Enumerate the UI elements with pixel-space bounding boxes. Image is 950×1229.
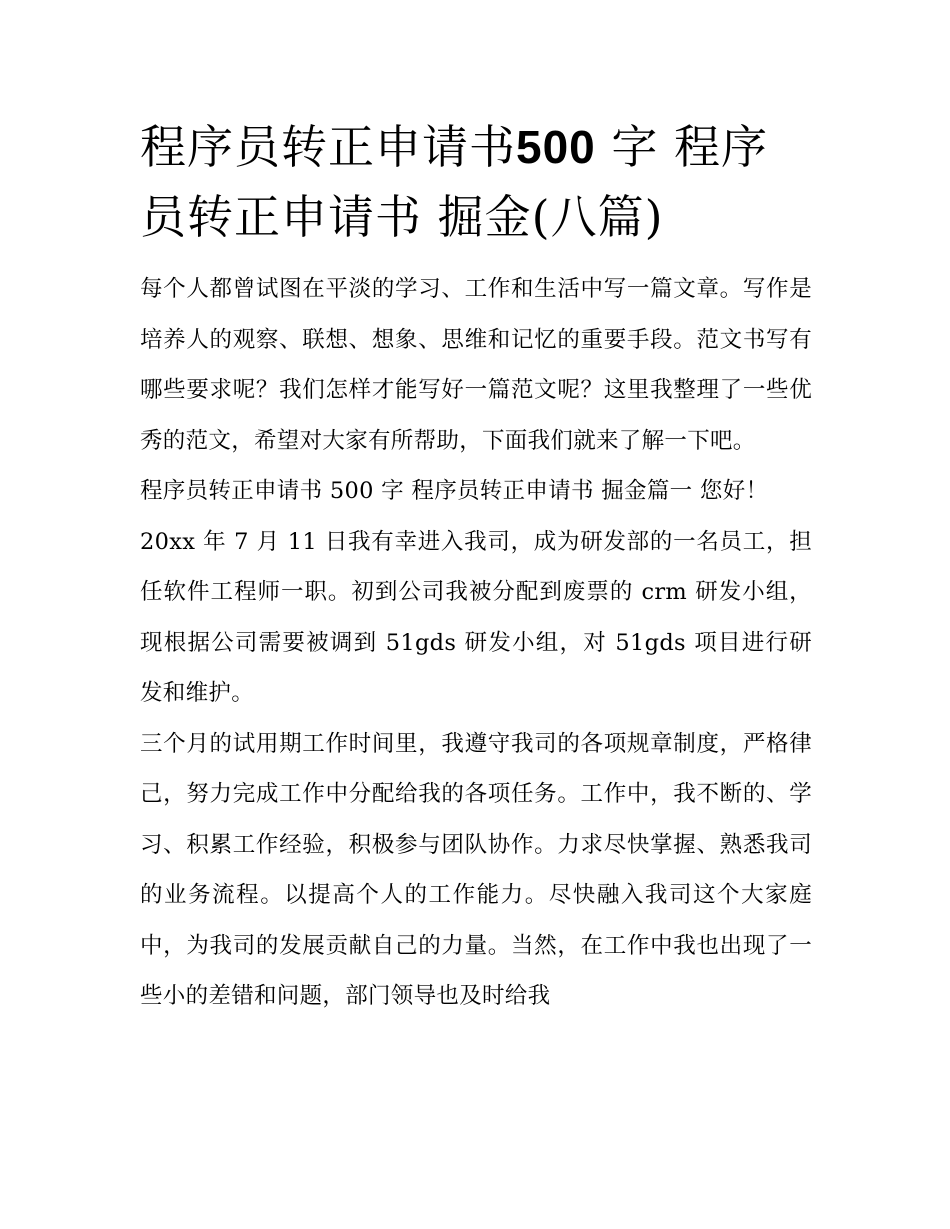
title-number: 500 [516, 121, 596, 173]
title-part-2: 字 程序员转正申请书 掘金(八篇) [140, 120, 768, 244]
paragraph-probation: 三个月的试用期工作时间里，我遵守我司的各项规章制度，严格律己，努力完成工作中分配给我的各项任务。工作中，我不断的、学习、积累工作经验，积极参与团队协作。力求尽快掌握、熟悉我司的业务流程。以提高个人的工作能力。尽快融入我司这个大家庭中，为我司的发展贡献自己的力量。当然，在工作中我也出现了一些小的差错和问题，部门领导也及时给我 [140, 730, 812, 1009]
document-title [140, 112, 812, 252]
document-content [140, 112, 812, 1022]
paragraph-employment: 20xx 年 7 月 11 日我有幸进入我司，成为研发部的一名员工，担任软件工程师一职。初到公司我被分配到废票的 crm 研发小组，现根据公司需要被调到 51gds 研发小组，对 51gds 项目进行研发和维护。 [140, 528, 812, 706]
title-part-1: 程序员转正申请书 [140, 120, 516, 174]
paragraph-greeting: 程序员转正申请书 500 字 程序员转正申请书 掘金篇一 您好！ [140, 478, 769, 504]
document-body [140, 264, 812, 1022]
paragraph-intro: 每个人都曾试图在平淡的学习、工作和生活中写一篇文章。写作是培养人的观察、联想、想象、思维和记忆的重要手段。范文书写有哪些要求呢？我们怎样才能写好一篇范文呢？这里我整理了一些优秀的范文，希望对大家有所帮助，下面我们就来了解一下吧。 [140, 276, 812, 454]
